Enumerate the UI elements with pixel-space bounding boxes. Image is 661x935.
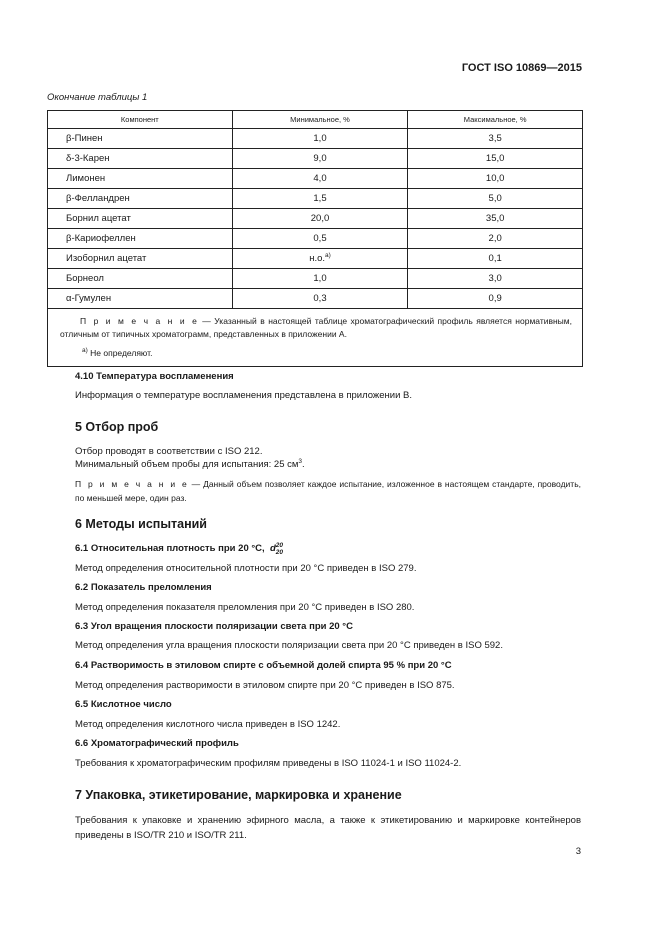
section-6-3-heading: 6.3 Угол вращения плоскости поляризации света при 20 °С: [75, 621, 353, 632]
cell-max: 3,0: [408, 269, 583, 289]
footnote-mark: а): [82, 347, 88, 354]
table-header-row: [48, 111, 583, 129]
table-note: [48, 309, 583, 367]
section-6-6-text: Требования к хроматографическим профилям приведены в ISO 11024-1 и ISO 11024-2.: [75, 758, 462, 769]
footnote-text: Не определяют.: [87, 348, 153, 358]
column-header-min: Минимальное, %: [232, 111, 408, 129]
cell-min-value: н.о.: [309, 253, 326, 264]
section-4-10-text: Информация о температуре воспламенения представлена в приложении В.: [75, 390, 413, 401]
cell-min: 1,5: [232, 189, 408, 209]
cell-component: Борнил ацетат: [48, 209, 233, 229]
footnote-ref: а): [325, 252, 331, 259]
section-6-1-heading: [75, 542, 283, 556]
line2-end: .: [302, 459, 305, 470]
cell-component: α-Гумулен: [48, 289, 233, 309]
section-5-heading: 5 Отбор проб: [75, 420, 159, 434]
page-number: 3: [575, 846, 581, 857]
cell-min: 0,5: [232, 229, 408, 249]
section-6-2-heading: 6.2 Показатель преломления: [75, 582, 212, 593]
cell-max: 2,0: [408, 229, 583, 249]
cell-min: 20,0: [232, 209, 408, 229]
table-caption: Окончание таблицы 1: [47, 92, 148, 103]
table-row: [48, 169, 583, 189]
table-row: [48, 229, 583, 249]
cell-min: 0,3: [232, 289, 408, 309]
density-symbol: d: [269, 543, 276, 554]
cell-max: 3,5: [408, 129, 583, 149]
table-row: [48, 249, 583, 269]
line2-text: Минимальный объем пробы для испытания: 25 см: [75, 459, 299, 470]
cell-component: Изоборнил ацетат: [48, 249, 233, 269]
cell-component: Борнеол: [48, 269, 233, 289]
table-row: [48, 129, 583, 149]
section-6-6-heading: 6.6 Хроматографический профиль: [75, 738, 239, 749]
cell-min: 9,0: [232, 149, 408, 169]
heading-text: 6.1 Относительная плотность при 20 °С,: [75, 543, 265, 554]
section-5-note: [75, 477, 581, 505]
cell-component: β-Пинен: [48, 129, 233, 149]
table-row: [48, 189, 583, 209]
note-text: — Указанный в настоящей таблице хроматографический профиль является нормативным, отличным от типичных хроматограмм, представленных в приложении А.: [60, 316, 572, 339]
cell-max: 35,0: [408, 209, 583, 229]
section-6-5-heading: 6.5 Кислотное число: [75, 699, 172, 710]
table-footnote: [60, 347, 572, 360]
unit-superscript: 3: [298, 458, 303, 465]
column-header-max: Максимальное, %: [408, 111, 583, 129]
section-6-4-heading: 6.4 Растворимость в этиловом спирте с объемной долей спирта 95 % при 20 °С: [75, 660, 452, 671]
cell-max: 5,0: [408, 189, 583, 209]
cell-min: 1,0: [232, 129, 408, 149]
section-4-10-heading: 4.10 Температура воспламенения: [75, 371, 234, 382]
section-5-line1: Отбор проводят в соответствии с ISO 212.: [75, 446, 263, 457]
note-label: П р и м е ч а н и е: [75, 479, 189, 489]
density-superscript: 20: [275, 542, 283, 549]
note-text: — Данный объем позволяет каждое испытание, изложенное в настоящем стандарте, проводить, по меньшей мере, один раз.: [75, 479, 581, 503]
document-id: ГОСТ ISO 10869—2015: [461, 62, 582, 74]
components-table: [47, 110, 583, 367]
section-7-text: Требования к упаковке и хранению эфирного масла, а также к этикетированию и маркировке контейнеров приведены в ISO/TR 210 и ISO/TR 211.: [75, 815, 581, 841]
section-6-3-text: Метод определения угла вращения плоскости поляризации света при 20 °С приведен в ISO 592.: [75, 640, 503, 651]
cell-min: 1,0: [232, 269, 408, 289]
cell-max: 15,0: [408, 149, 583, 169]
section-6-1-text: Метод определения относительной плотности при 20 °С приведен в ISO 279.: [75, 563, 417, 574]
density-subscript: 20: [275, 549, 283, 556]
section-6-4-text: Метод определения растворимости в этиловом спирте при 20 °С приведен в ISO 875.: [75, 680, 455, 691]
density-indices: [276, 542, 283, 556]
table-row: [48, 149, 583, 169]
cell-component: δ-3-Карен: [48, 149, 233, 169]
cell-max: 0,1: [408, 249, 583, 269]
table-note-row: [48, 309, 583, 367]
column-header-component: Компонент: [48, 111, 233, 129]
table-row: [48, 209, 583, 229]
cell-min: [232, 249, 408, 269]
note-label: П р и м е ч а н и е: [80, 316, 199, 326]
cell-max: 0,9: [408, 289, 583, 309]
cell-component: β-Кариофеллен: [48, 229, 233, 249]
section-6-5-text: Метод определения кислотного числа приведен в ISO 1242.: [75, 719, 341, 730]
cell-component: Лимонен: [48, 169, 233, 189]
section-7-heading: 7 Упаковка, этикетирование, маркировка и хранение: [75, 788, 402, 802]
section-6-2-text: Метод определения показателя преломления при 20 °С приведен в ISO 280.: [75, 602, 415, 613]
section-5-line2: [75, 459, 305, 470]
cell-component: β-Фелландрен: [48, 189, 233, 209]
cell-max: 10,0: [408, 169, 583, 189]
cell-min: 4,0: [232, 169, 408, 189]
section-6-heading: 6 Методы испытаний: [75, 517, 207, 531]
table-row: [48, 269, 583, 289]
table-row: [48, 289, 583, 309]
